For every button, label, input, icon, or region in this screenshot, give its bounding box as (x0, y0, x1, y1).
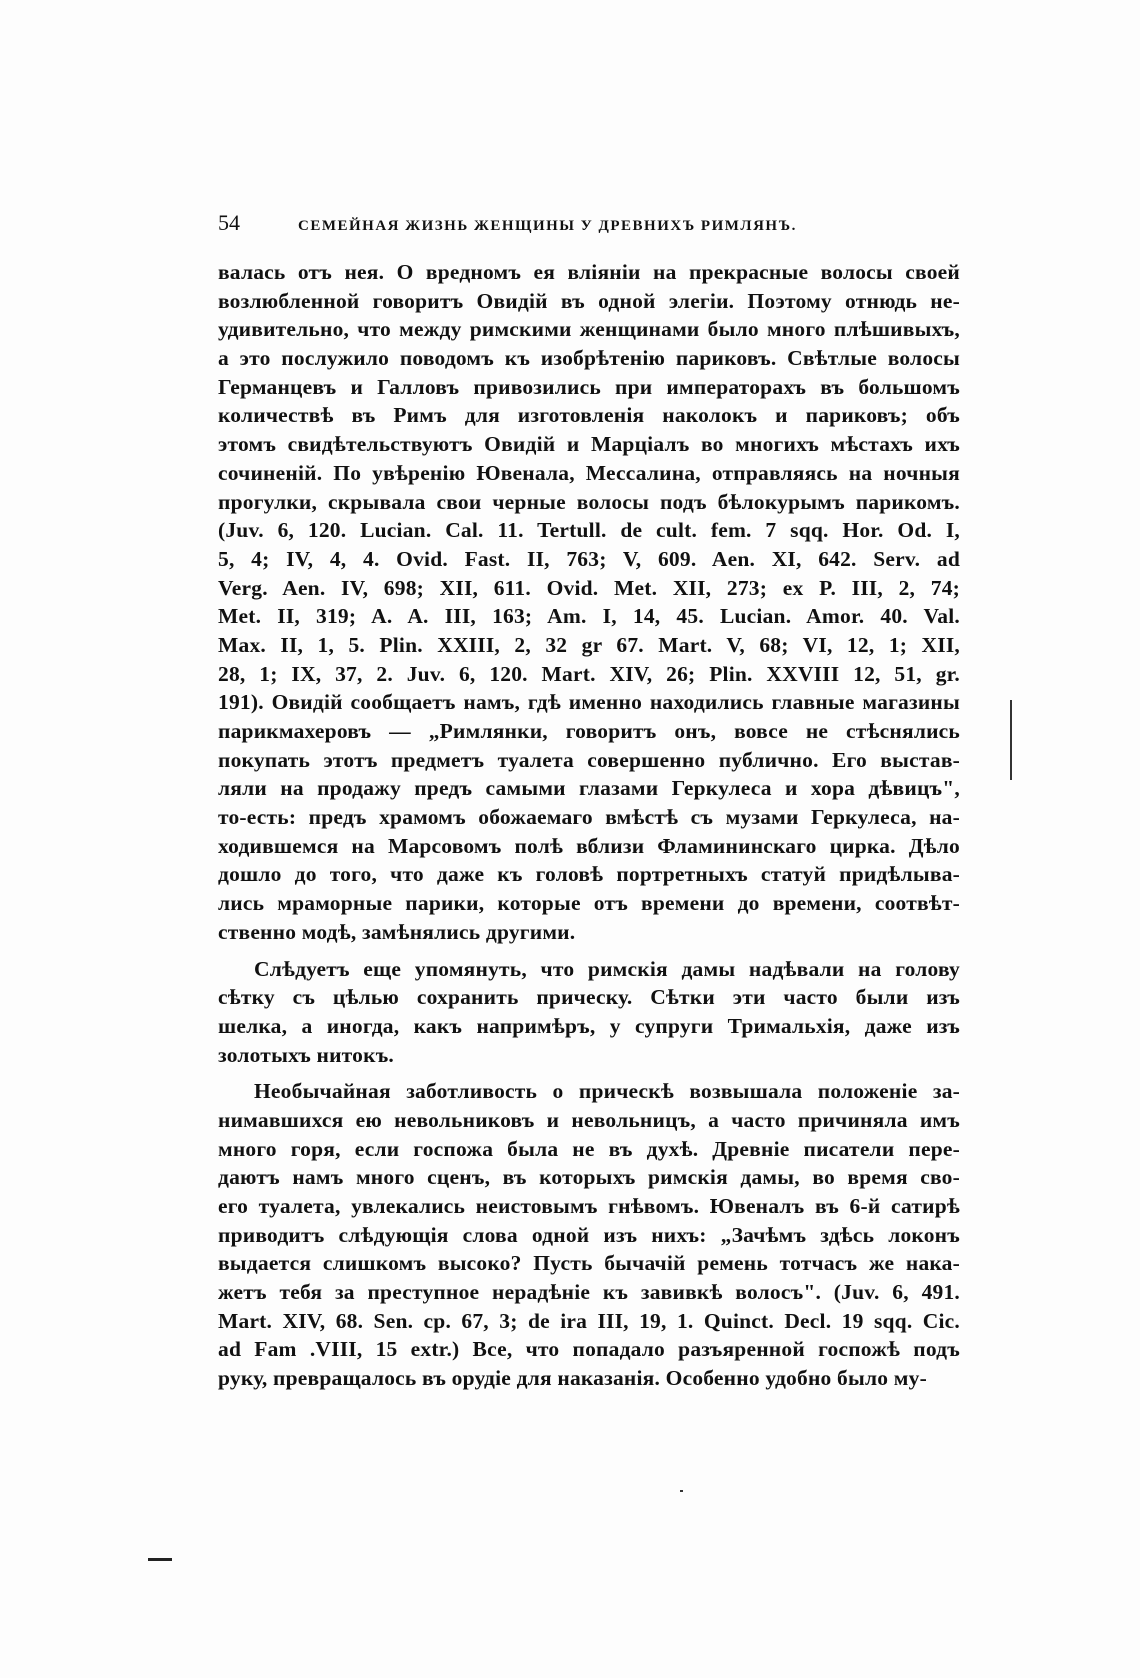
text-line: даютъ намъ много сценъ, въ которыхъ римскія дамы, во время сво- (218, 1165, 960, 1190)
text-line: ственно модѣ, замѣнялись другими. (218, 919, 576, 944)
text-line: руку, превращалось въ орудіе для наказанія. Особенно удобно было му- (218, 1366, 927, 1391)
text-line: то-есть: предъ храмомъ обожаемаго вмѣстѣ съ музами Геркулеса, на- (218, 805, 960, 830)
text-line: покупать этотъ предметъ туалета совершенно публично. Его выстав- (218, 747, 960, 772)
text-line: ходившемся на Марсовомъ полѣ вблизи Фламининскаго цирка. Дѣло (218, 833, 960, 858)
text-line: Слѣдуетъ еще упомянуть, что римскія дамы надѣвали на голову (254, 956, 960, 981)
page-header (218, 210, 958, 240)
paragraph (218, 955, 960, 1070)
paragraph (218, 1077, 960, 1393)
text-line: дошло до того, что даже къ головѣ портретныхъ статуй придѣлыва- (218, 862, 960, 887)
text-line: количествѣ въ Римъ для изготовленія наколокъ и париковъ; объ (218, 403, 960, 428)
margin-mark (148, 1558, 172, 1561)
text-line: 191). Овидій сообщаетъ намъ, гдѣ именно находились главные магазины (218, 690, 960, 715)
text-line: прогулки, скрывала свои черные волосы подъ бѣлокурымъ парикомъ. (218, 489, 960, 514)
text-line: жетъ тебя за преступное нерадѣніе къ завивкѣ волосъ". (Juv. 6, 491. (218, 1280, 960, 1305)
paragraph (218, 258, 960, 947)
margin-rule (1010, 700, 1012, 780)
text-line: возлюбленной говоритъ Овидій въ одной элегіи. Поэтому отнюдь не- (218, 288, 960, 313)
text-line: Германцевъ и Галловъ привозились при императорахъ въ большомъ (218, 374, 960, 399)
text-line: шелка, а иногда, какъ напримѣръ, у супруги Тримальхія, даже изъ (218, 1013, 960, 1038)
text-line: ad Fam .VIII, 15 extr.) Все, что попадало разъяренной госпожѣ подъ (218, 1337, 960, 1362)
text-line: (Juv. 6, 120. Lucian. Cal. 11. Tertull. de cult. fem. 7 sqq. Hor. Od. I, (218, 518, 960, 543)
text-line: Verg. Aen. IV, 698; XII, 611. Ovid. Met. XII, 273; ex P. III, 2, 74; (218, 575, 960, 600)
text-line: сочиненій. По увѣренію Ювенала, Мессалина, отправляясь на ночныя (218, 460, 960, 485)
body-text (218, 258, 960, 1393)
running-title: СЕМЕЙНАЯ ЖИЗНЬ ЖЕНЩИНЫ У ДРЕВНИХЪ РИМЛЯНЪ. (298, 218, 797, 234)
text-line: валась отъ нея. О вредномъ ея вліяніи на прекрасные волосы своей (218, 260, 960, 284)
text-line: его туалета, увлекались неистовымъ гнѣвомъ. Ювеналъ въ 6-й сатирѣ (218, 1194, 960, 1218)
text-line: 28, 1; IX, 37, 2. Juv. 6, 120. Mart. XIV, 26; Plin. XXVIII 12, 51, gr. (218, 661, 960, 686)
text-line: ляли на продажу предъ самыми глазами Геркулеса и хора дѣвицъ", (218, 776, 960, 801)
paragraph-gap (218, 947, 960, 955)
text-line: удивительно, что между римскими женщинами было много плѣшивыхъ, (218, 317, 960, 342)
text-line: лись мраморные парики, которые отъ времени до времени, соотвѣт- (218, 891, 960, 916)
text-line: этомъ свидѣтельствуютъ Овидій и Марціалъ во многихъ мѣстахъ ихъ (218, 432, 960, 457)
text-line: 5, 4; IV, 4, 4. Ovid. Fast. II, 763; V, 609. Aen. XI, 642. Serv. ad (218, 546, 960, 571)
stray-mark (680, 1490, 683, 1492)
text-line: Mart. XIV, 68. Sen. cp. 67, 3; de ira III, 19, 1. Quinct. Decl. 19 sqq. Cic. (218, 1308, 960, 1333)
text-line: Max. II, 1, 5. Plin. XXIII, 2, 32 gr 67. Mart. V, 68; VI, 12, 1; XII, (218, 632, 960, 657)
text-line: выдается слишкомъ высоко? Пусть бычачій ремень тотчасъ же нака- (218, 1251, 960, 1276)
text-line: приводитъ слѣдующія слова одной изъ нихъ: „Зачѣмъ здѣсь локонъ (218, 1222, 960, 1247)
text-line: много горя, если госпожа была не въ духѣ. Древніе писатели пере- (218, 1136, 960, 1161)
text-line: золотыхъ нитокъ. (218, 1042, 394, 1067)
text-line: Met. II, 319; A. A. III, 163; Am. I, 14, 45. Lucian. Amor. 40. Val. (218, 604, 960, 629)
text-line: нимавшихся ею невольниковъ и невольницъ, а часто причиняла имъ (218, 1107, 960, 1132)
paragraph-gap (218, 1069, 960, 1077)
text-line: парикмахеровъ — „Римлянки, говоритъ онъ, вовсе не стѣснялись (218, 719, 960, 743)
text-line: Необычайная заботливость о прическѣ возвышала положеніе за- (254, 1079, 960, 1104)
text-line: а это послужило поводомъ къ изобрѣтенію париковъ. Свѣтлые волосы (218, 346, 960, 371)
text-line: сѣтку съ цѣлью сохранить прическу. Сѣтки эти часто были изъ (218, 985, 960, 1010)
page-number: 54 (218, 210, 240, 235)
